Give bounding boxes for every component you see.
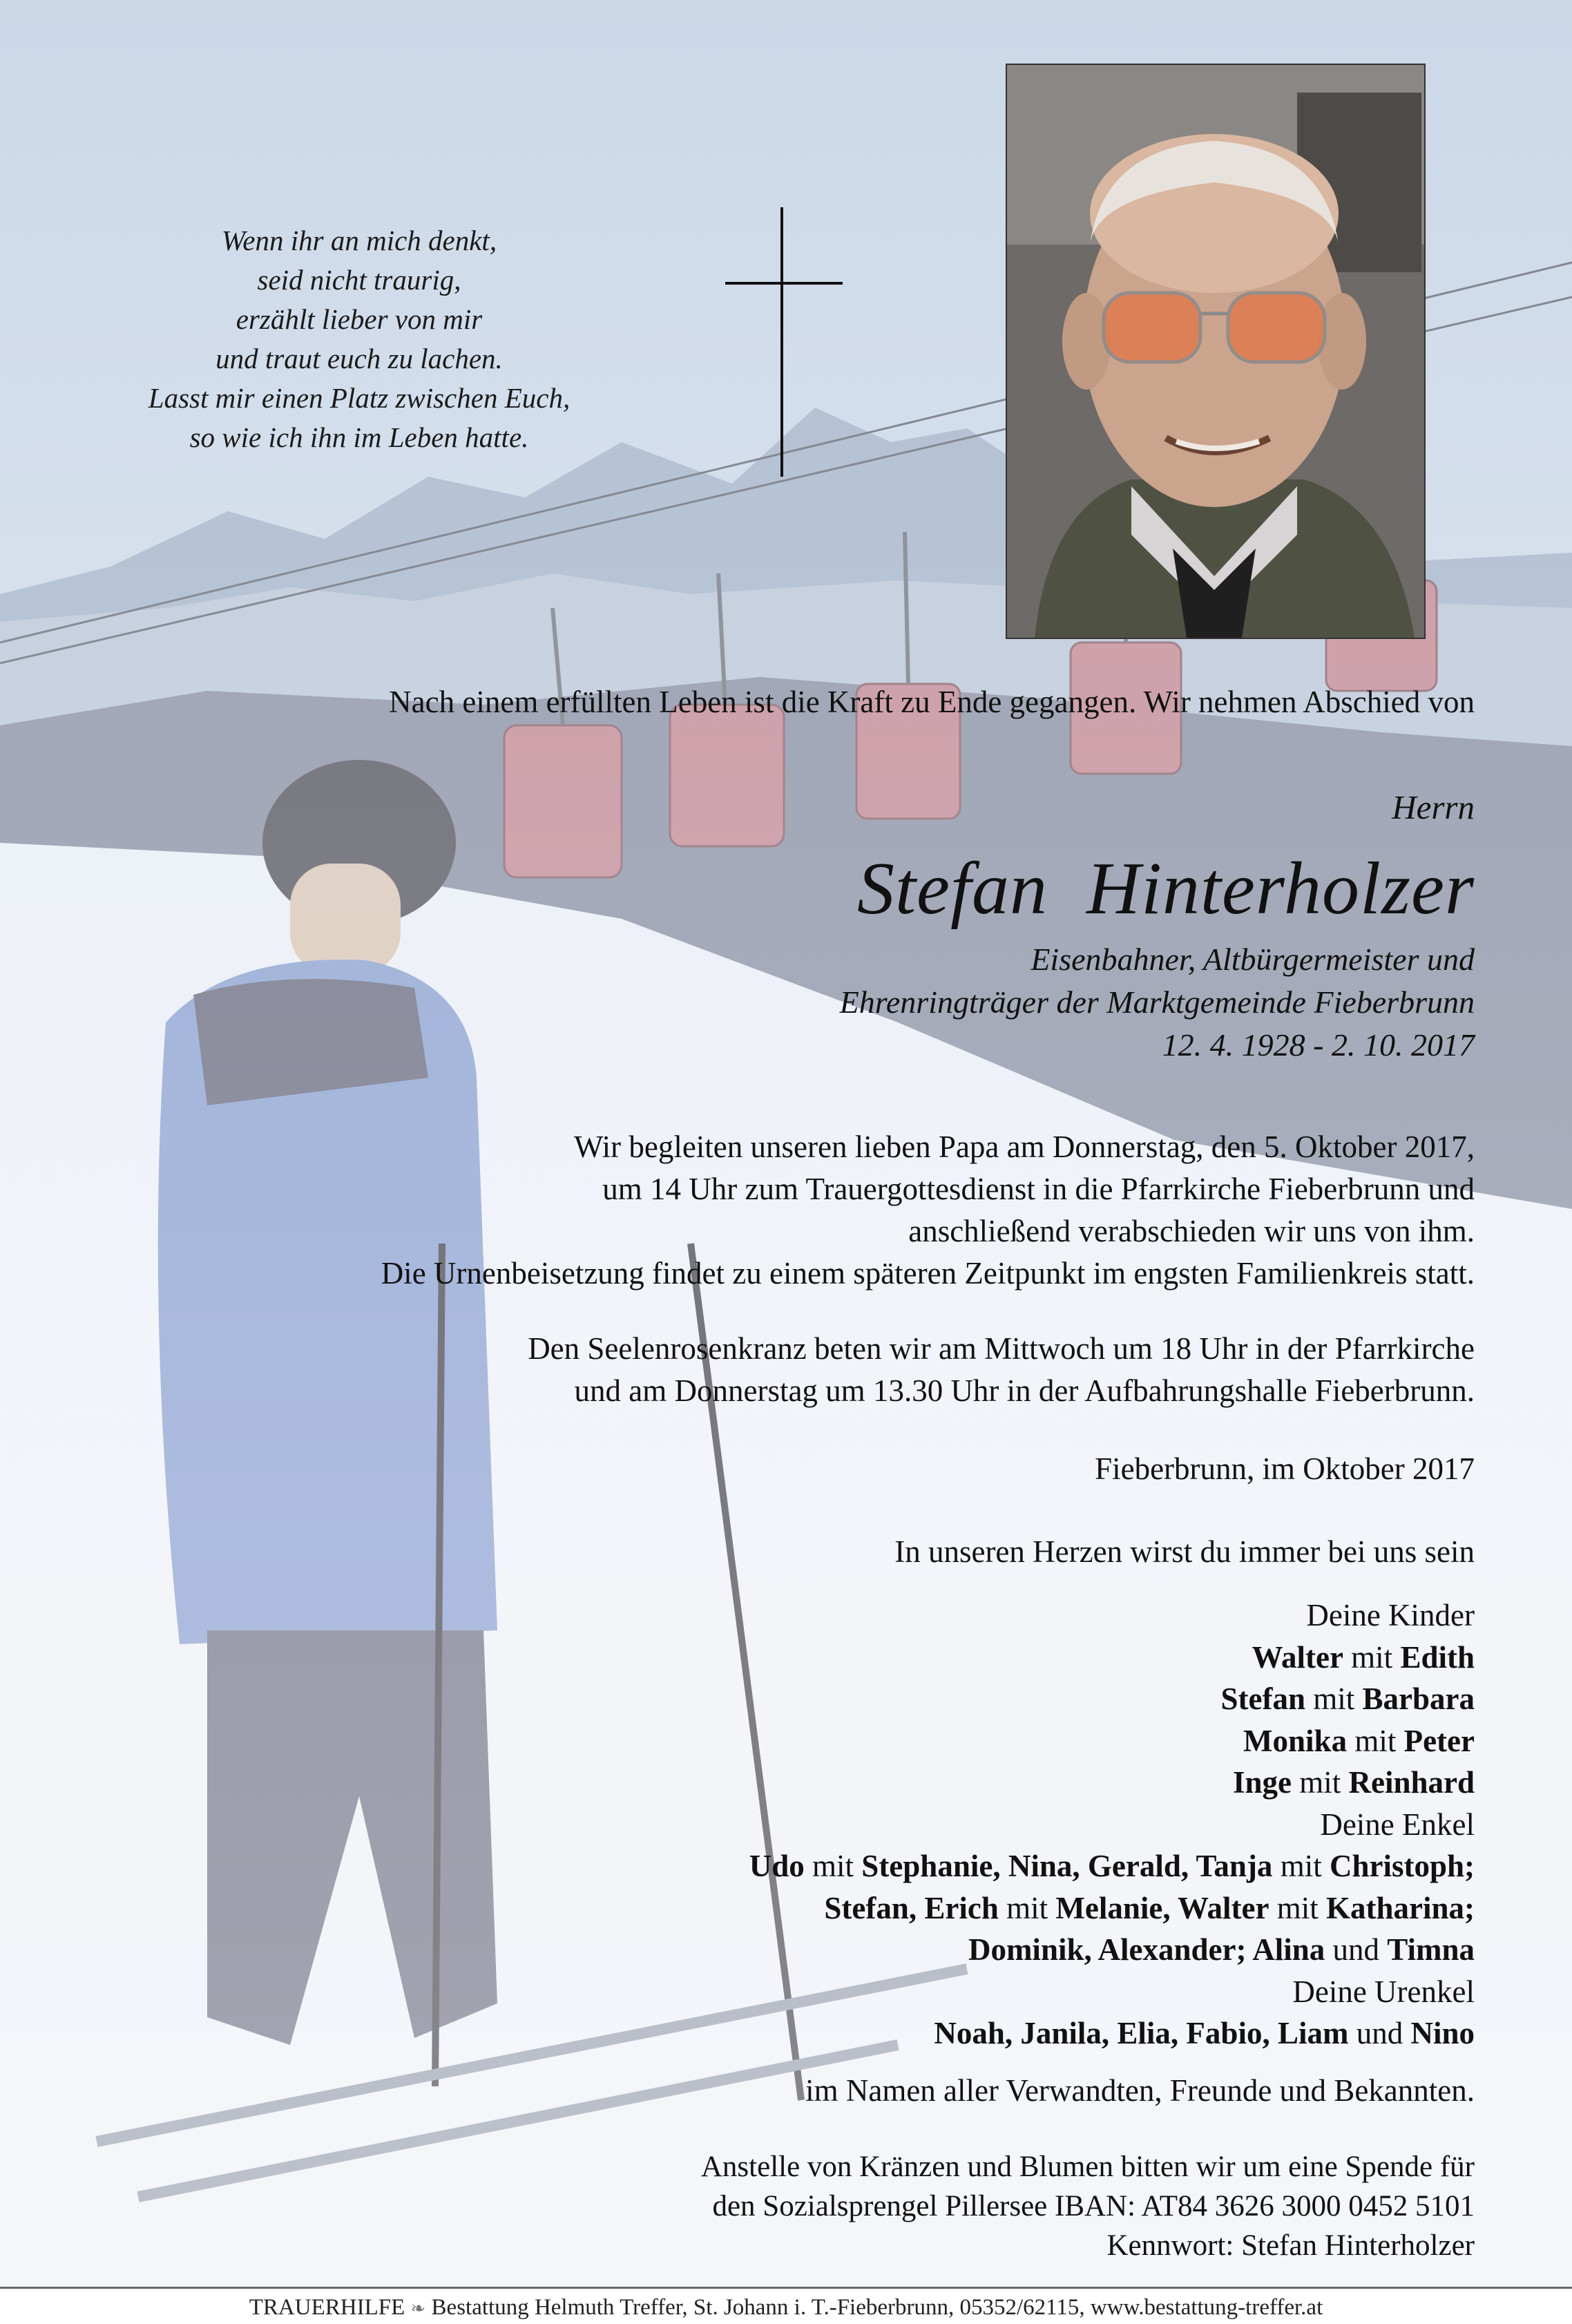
family-line <box>370 1887 1475 1930</box>
rosary-line: und am Donnerstag um 13.30 Uhr in der Aufbahrungshalle Fieberbrunn. <box>574 1373 1475 1408</box>
hearts-line: In unseren Herzen wirst du immer bei uns sein <box>894 1534 1475 1569</box>
family-connector: mit <box>998 1890 1056 1925</box>
footer-divider <box>0 2287 1572 2289</box>
donation-line: den Sozialsprengel Pillersee IBAN: AT84 3626 3000 0452 5101 <box>712 2190 1475 2222</box>
grandchildren-heading: Deine Enkel <box>1320 1807 1475 1842</box>
intro-text: Nach einem erfüllten Leben ist die Kraft zu Ende gegangen. Wir nehmen Abschied von <box>389 685 1475 719</box>
funeral-line: Die Urnenbeisetzung findet zu einem späteren Zeitpunkt im engsten Familienkreis statt. <box>381 1256 1475 1290</box>
family-connector: mit <box>1343 1639 1401 1675</box>
donation-line: Kennwort: Stefan Hinterholzer <box>1106 2229 1475 2262</box>
family-name: Barbara <box>1362 1682 1475 1716</box>
family-name: Christoph; <box>1329 1849 1475 1883</box>
poem-line: Lasst mir einen Platz zwischen Euch, <box>148 382 571 414</box>
family-name: Melanie, Walter <box>1055 1890 1269 1925</box>
place-date: Fieberbrunn, im Oktober 2017 <box>1095 1451 1475 1486</box>
donation-request <box>370 2147 1475 2265</box>
cross-icon <box>725 207 843 477</box>
rosary-line: Den Seelenrosenkranz beten wir am Mittwoch um 18 Uhr in der Pfarrkirche <box>528 1331 1475 1366</box>
funeral-details <box>128 1126 1475 1295</box>
poem-line: erzählt lieber von mir <box>236 303 483 335</box>
family-line <box>370 2012 1475 2055</box>
family-connector: und <box>1348 2016 1411 2050</box>
children-list <box>370 1637 1475 1804</box>
family-name: Nino <box>1410 2016 1475 2050</box>
poem-line: so wie ich ihn im Leben hatte. <box>189 421 529 453</box>
funeral-line: anschließend verabschieden wir uns von ihm. <box>908 1214 1475 1248</box>
family-name: Noah, Janila, Elia, Fabio, Liam <box>934 2016 1349 2050</box>
last-name: Hinterholzer <box>1086 848 1475 930</box>
deceased-name <box>857 846 1475 932</box>
family-name: Stephanie, Nina, Gerald, Tanja <box>861 1849 1273 1883</box>
grandchildren-list <box>370 1845 1475 1971</box>
great-grandchildren-list <box>370 2012 1475 2055</box>
portrait-photo <box>1006 64 1426 639</box>
poem-line: Wenn ihr an mich denkt, <box>221 225 497 256</box>
family-name: Inge <box>1232 1765 1292 1800</box>
memorial-poem <box>76 221 642 457</box>
poem-line: seid nicht traurig, <box>257 264 461 296</box>
family-name: Katharina; <box>1325 1890 1475 1925</box>
first-name: Stefan <box>857 848 1048 930</box>
family-line <box>370 1720 1475 1762</box>
family-line <box>370 1637 1475 1679</box>
family-line <box>370 1845 1475 1887</box>
great-grandchildren-heading: Deine Urenkel <box>1292 1974 1475 2009</box>
funeral-line: Wir begleiten unseren lieben Papa am Donnerstag, den 5. Oktober 2017, <box>573 1130 1475 1164</box>
family-name: Monika <box>1243 1723 1348 1758</box>
family-connector: mit <box>1305 1682 1363 1716</box>
title-line: Ehrenringträger der Marktgemeinde Fieberbrunn <box>839 984 1475 1020</box>
footer-text: Bestattung Helmuth Treffer, St. Johann i. T.-Fieberbrunn, 05352/62115, www.bestattung-treffer.at <box>431 2295 1323 2320</box>
family-line <box>370 1762 1475 1804</box>
family-name: Stefan, Erich <box>824 1890 999 1925</box>
leaf-icon: ❧ <box>410 2298 426 2318</box>
family-connector: und <box>1325 1932 1388 1967</box>
family-name: Walter <box>1252 1639 1343 1675</box>
poem-line: und traut euch zu lachen. <box>215 343 503 374</box>
family-name: Edith <box>1400 1639 1475 1675</box>
children-heading: Deine Kinder <box>1306 1598 1475 1632</box>
family-connector: mit <box>804 1849 862 1883</box>
funeral-line: um 14 Uhr zum Trauergottesdienst in die Pfarrkirche Fieberbrunn und <box>602 1172 1475 1206</box>
footer <box>0 2292 1572 2323</box>
deceased-titles <box>646 938 1475 1067</box>
family-name: Timna <box>1387 1932 1475 1967</box>
family-connector: mit <box>1347 1723 1404 1758</box>
closing-line: im Namen aller Verwandten, Freunde und Bekannten. <box>805 2073 1475 2108</box>
portrait-illustration <box>1007 65 1424 638</box>
donation-line: Anstelle von Kränzen und Blumen bitten wir um eine Spende für <box>700 2151 1475 2183</box>
family-name: Dominik, Alexander; Alina <box>968 1932 1325 1967</box>
footer-brand: TRAUERHILFE <box>249 2295 405 2320</box>
family-connector: mit <box>1269 1890 1326 1925</box>
family-connector: mit <box>1272 1849 1330 1883</box>
family-connector: mit <box>1291 1765 1349 1800</box>
family-name: Udo <box>749 1849 805 1883</box>
rosary-details <box>128 1328 1475 1412</box>
family-name: Reinhard <box>1348 1765 1475 1800</box>
honorific: Herrn <box>1392 788 1475 826</box>
title-line: Eisenbahner, Altbürgermeister und <box>1031 942 1475 977</box>
family-list <box>370 1594 1475 2055</box>
family-name: Peter <box>1403 1723 1475 1758</box>
family-line <box>370 1678 1475 1720</box>
life-dates: 12. 4. 1928 - 2. 10. 2017 <box>1162 1027 1475 1063</box>
family-name: Stefan <box>1220 1682 1305 1716</box>
family-line <box>370 1929 1475 1971</box>
